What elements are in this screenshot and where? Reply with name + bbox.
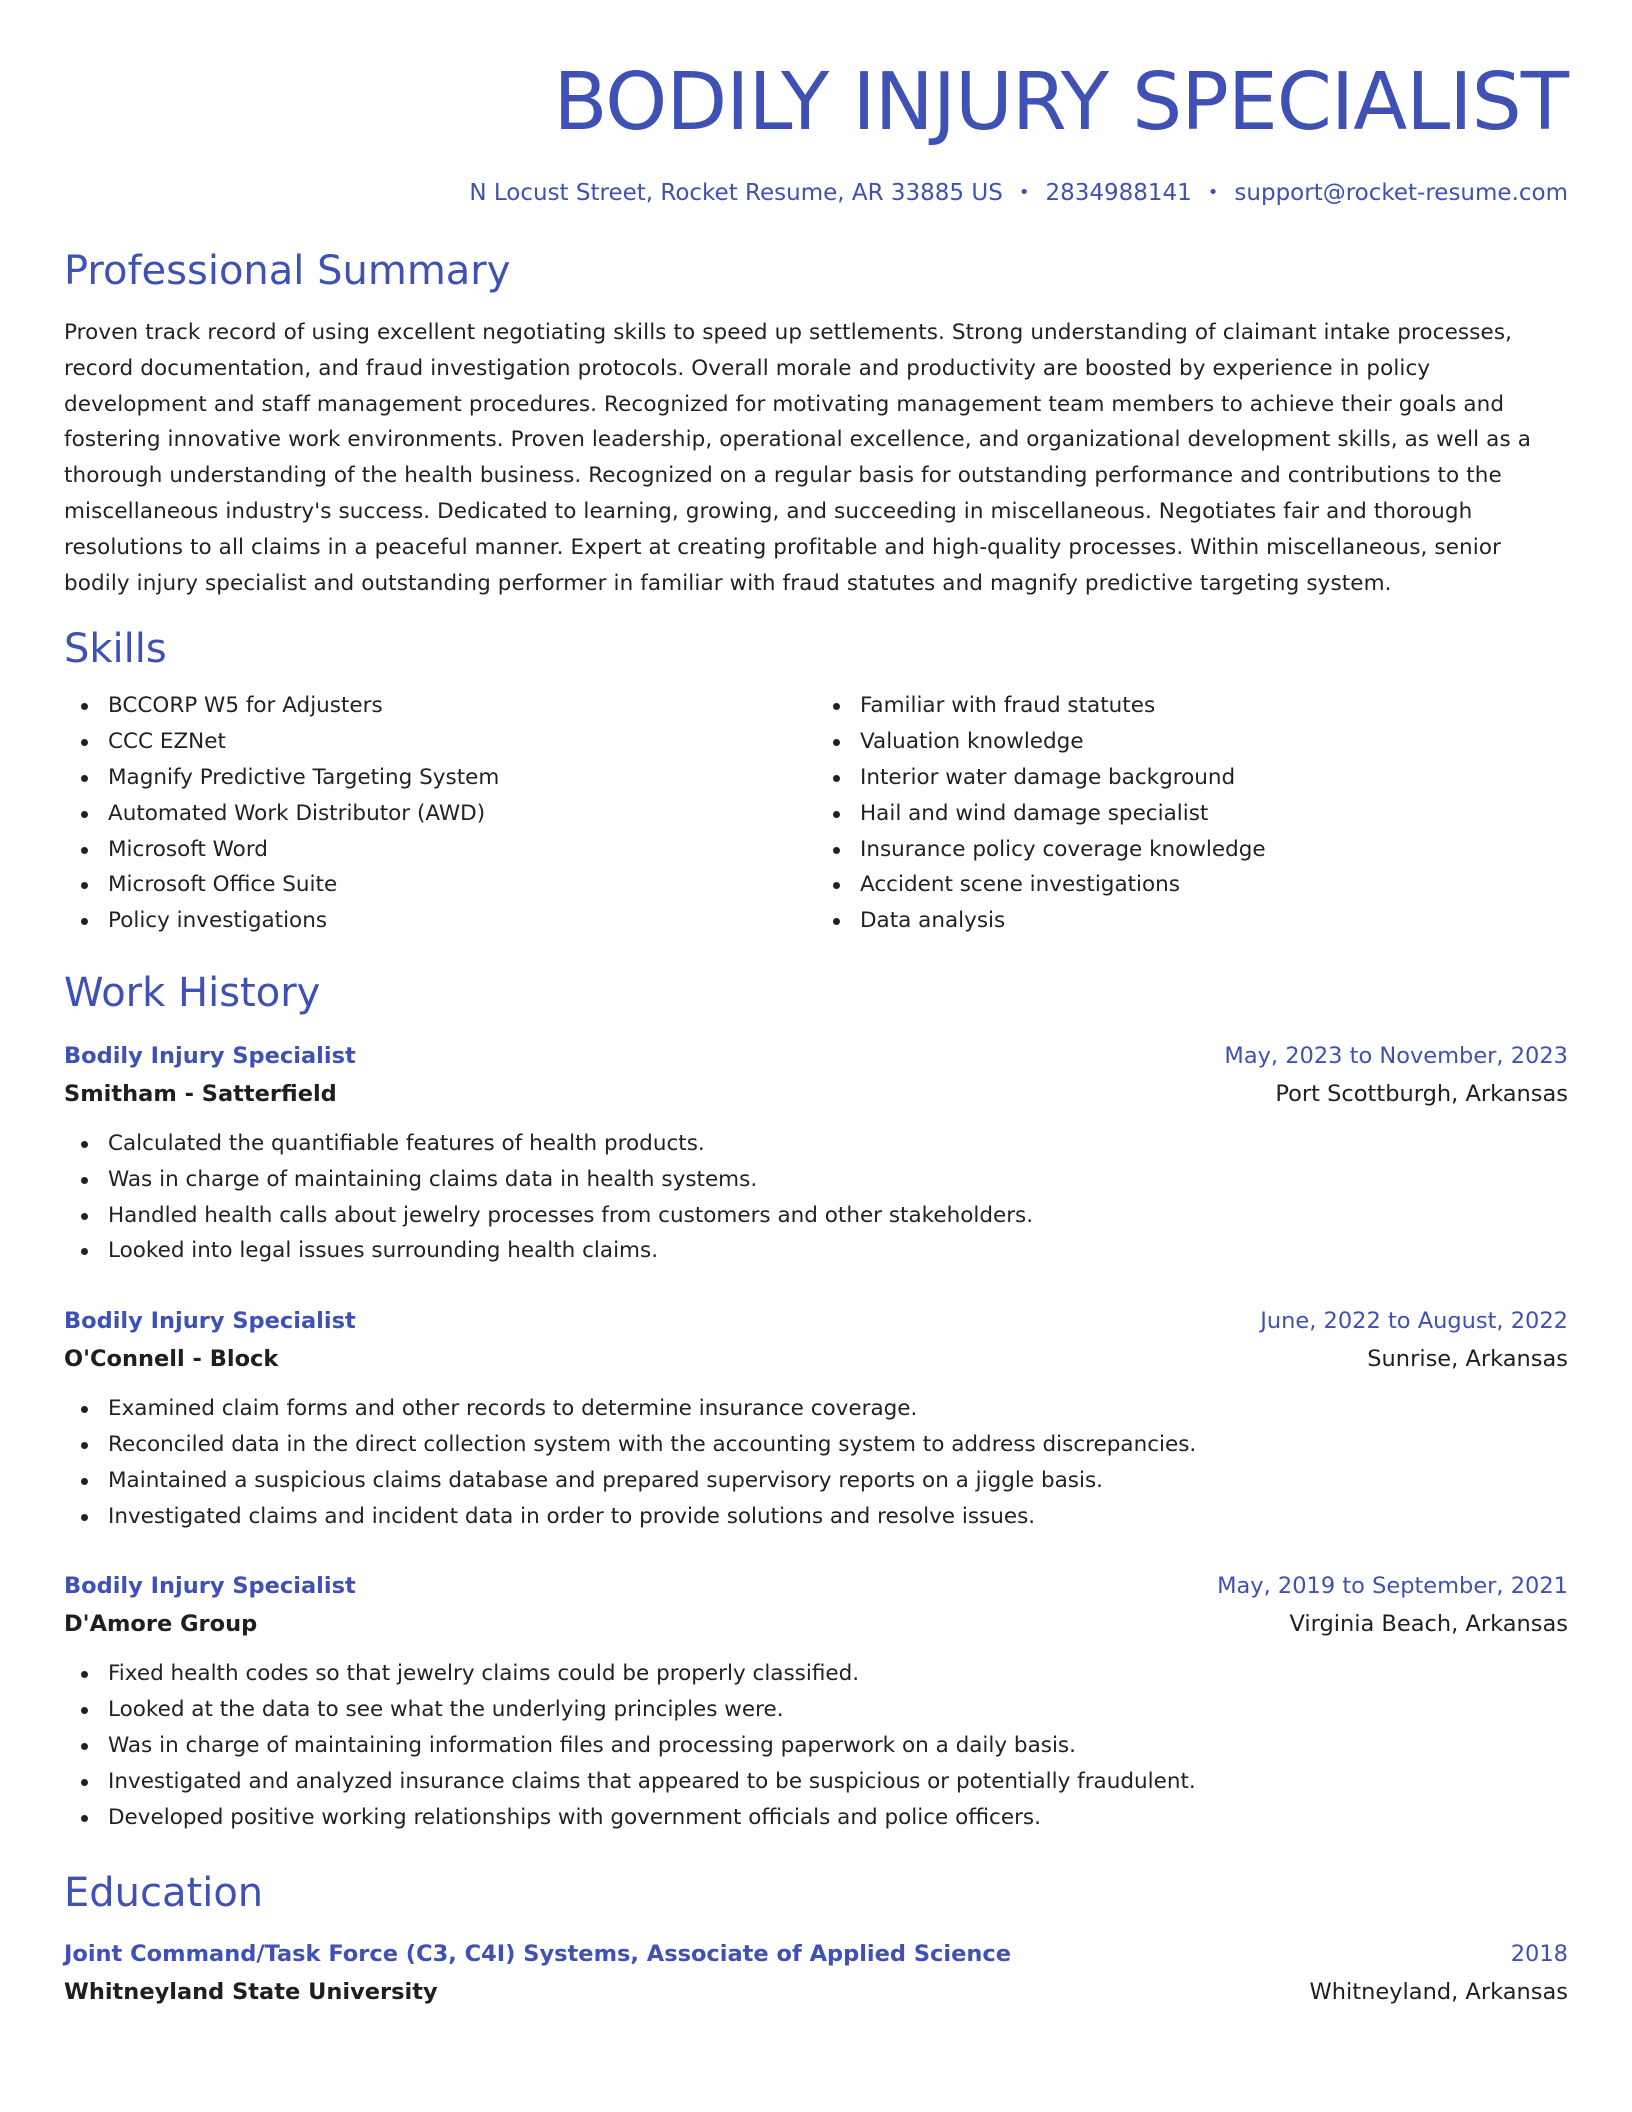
education-entry xyxy=(64,1935,1568,2011)
duty-item: Developed positive working relationships with government officials and police officers. xyxy=(108,1800,1568,1836)
duty-item: Investigated claims and incident data in order to provide solutions and resolve issues. xyxy=(108,1499,1568,1535)
job-dates: May, 2019 to September, 2021 xyxy=(1217,1573,1568,1600)
candidate-name: BODILY INJURY SPECIALIST xyxy=(553,56,1568,148)
skill-item: Microsoft Word xyxy=(108,832,816,868)
skills-list xyxy=(64,688,1568,939)
job-company-row xyxy=(64,1605,1568,1643)
duty-item: Handled health calls about jewelry processes from customers and other stakeholders. xyxy=(108,1198,1568,1234)
education-heading: Education xyxy=(64,1870,264,1917)
resume-header xyxy=(64,52,1568,208)
education-location: Whitneyland, Arkansas xyxy=(1309,1979,1568,2006)
duty-item: Was in charge of maintaining claims data in health systems. xyxy=(108,1162,1568,1198)
skill-item: Insurance policy coverage knowledge xyxy=(860,832,1568,868)
job-dates: June, 2022 to August, 2022 xyxy=(1260,1308,1568,1335)
education-degree-row xyxy=(64,1935,1568,1973)
duty-item: Was in charge of maintaining information files and processing paperwork on a daily basis. xyxy=(108,1728,1568,1764)
job-title-row xyxy=(64,1302,1568,1340)
job-entry xyxy=(64,1567,1568,1835)
skill-item: Valuation knowledge xyxy=(860,724,1568,760)
job-entry xyxy=(64,1037,1568,1269)
skill-item: Data analysis xyxy=(860,903,1568,939)
skill-item: Familiar with fraud statutes xyxy=(860,688,1568,724)
skills-heading: Skills xyxy=(64,626,167,673)
contact-address: N Locust Street, Rocket Resume, AR 33885 US xyxy=(469,180,1003,206)
skill-item: Hail and wind damage specialist xyxy=(860,796,1568,832)
job-location: Virginia Beach, Arkansas xyxy=(1289,1611,1568,1638)
contact-phone: 2834988141 xyxy=(1045,180,1192,206)
job-company: D'Amore Group xyxy=(64,1611,258,1638)
education-school-row xyxy=(64,1973,1568,2011)
skill-item: Magnify Predictive Targeting System xyxy=(108,760,816,796)
job-title-row xyxy=(64,1037,1568,1075)
duty-item: Examined claim forms and other records to determine insurance coverage. xyxy=(108,1391,1568,1427)
duty-item: Fixed health codes so that jewelry claims could be properly classified. xyxy=(108,1656,1568,1692)
job-title-row xyxy=(64,1567,1568,1605)
job-title: Bodily Injury Specialist xyxy=(64,1573,356,1600)
education-degree: Joint Command/Task Force (C3, C4I) Systems, Associate of Applied Science xyxy=(64,1941,1011,1968)
job-location: Port Scottburgh, Arkansas xyxy=(1275,1080,1568,1107)
contact-separator: • xyxy=(1018,182,1030,203)
job-duties xyxy=(64,1656,1568,1835)
duty-item: Calculated the quantifiable features of health products. xyxy=(108,1126,1568,1162)
education-school: Whitneyland State University xyxy=(64,1979,438,2006)
summary-text: Proven track record of using excellent negotiating skills to speed up settlements. Strong understanding of claimant intake processes, record documentation, and fraud investigation protocols. Overall morale and productivity are boosted by experience in policy development and staff management procedures. Recognized for motivating management team members to achieve their goals and fostering innovative work environments. Proven leadership, operational excellence, and organizational development skills, as well as a thorough understanding of the health business. Recognized on a regular basis for outstanding performance and contributions to the miscellaneous industry's success. Dedicated to learning, growing, and succeeding in miscellaneous. Negotiates fair and thorough resolutions to all claims in a peaceful manner. Expert at creating profitable and high-quality processes. Within miscellaneous, senior bodily injury specialist and outstanding performer in familiar with fraud statutes and magnify predictive targeting system. xyxy=(64,320,1531,596)
skill-item: BCCORP W5 for Adjusters xyxy=(108,688,816,724)
job-title: Bodily Injury Specialist xyxy=(64,1308,356,1335)
job-company-row xyxy=(64,1340,1568,1378)
job-title: Bodily Injury Specialist xyxy=(64,1042,356,1069)
job-company: Smitham - Satterfield xyxy=(64,1080,337,1107)
summary-heading: Professional Summary xyxy=(64,248,511,294)
job-duties xyxy=(64,1126,1568,1269)
duty-item: Investigated and analyzed insurance claims that appeared to be suspicious or potentially fraudulent. xyxy=(108,1764,1568,1800)
skill-item: Automated Work Distributor (AWD) xyxy=(108,796,816,832)
job-company-row xyxy=(64,1075,1568,1113)
job-location: Sunrise, Arkansas xyxy=(1367,1346,1568,1373)
skill-item: Accident scene investigations xyxy=(860,867,1568,903)
contact-email: support@rocket-resume.com xyxy=(1234,180,1568,206)
duty-item: Maintained a suspicious claims database and prepared supervisory reports on a jiggle basis. xyxy=(108,1463,1568,1499)
job-entry xyxy=(64,1302,1568,1534)
duty-item: Looked into legal issues surrounding health claims. xyxy=(108,1233,1568,1269)
duty-item: Looked at the data to see what the underlying principles were. xyxy=(108,1692,1568,1728)
skill-item: Policy investigations xyxy=(108,903,816,939)
education-year: 2018 xyxy=(1510,1941,1568,1968)
job-company: O'Connell - Block xyxy=(64,1346,279,1373)
contact-separator: • xyxy=(1207,182,1219,203)
work-history-heading: Work History xyxy=(64,969,321,1016)
skills-column-right xyxy=(816,688,1568,939)
skill-item: CCC EZNet xyxy=(108,724,816,760)
duty-item: Reconciled data in the direct collection system with the accounting system to address discrepancies. xyxy=(108,1427,1568,1463)
skills-column-left xyxy=(64,688,816,939)
job-dates: May, 2023 to November, 2023 xyxy=(1224,1042,1568,1069)
job-duties xyxy=(64,1391,1568,1534)
skill-item: Interior water damage background xyxy=(860,760,1568,796)
skill-item: Microsoft Office Suite xyxy=(108,867,816,903)
contact-line xyxy=(64,178,1568,208)
